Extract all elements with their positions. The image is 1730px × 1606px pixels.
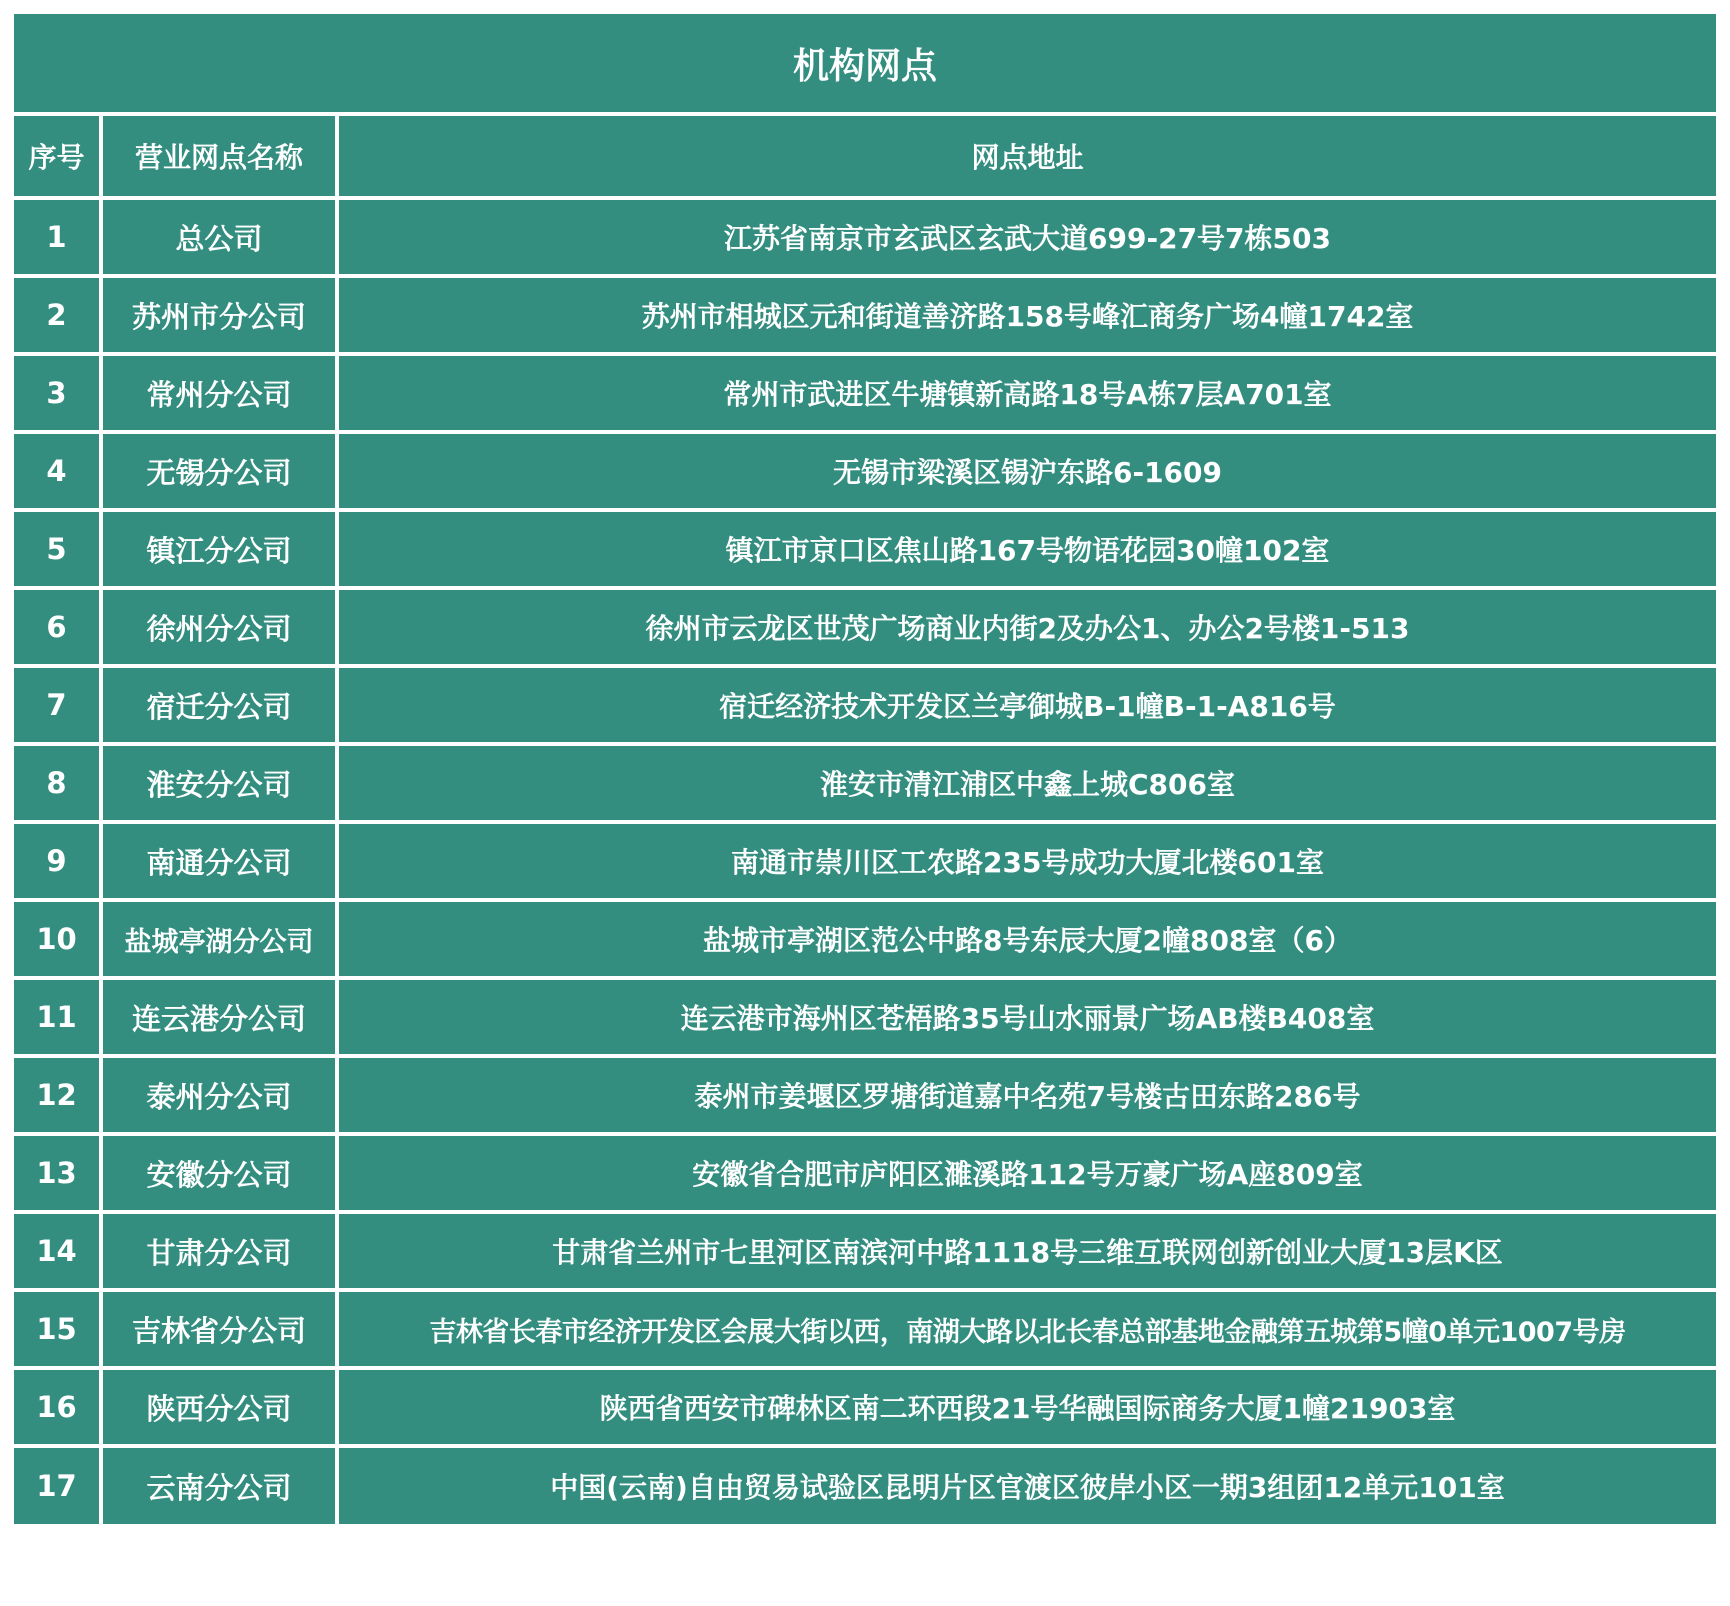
table-row [14,198,1716,276]
row-address: 中国(云南)自由贸易试验区昆明片区官渡区彼岸小区一期3组团12单元101室 [337,1446,1716,1524]
row-branch-name: 淮安分公司 [101,744,337,822]
row-branch-name: 徐州分公司 [101,588,337,666]
row-branch-name: 常州分公司 [101,354,337,432]
table-row [14,1290,1716,1368]
header-row [14,116,1716,198]
row-branch-name: 泰州分公司 [101,1056,337,1134]
row-branch-name: 吉林省分公司 [101,1290,337,1368]
row-num: 7 [14,666,101,744]
header-name: 营业网点名称 [101,116,337,198]
row-address: 江苏省南京市玄武区玄武大道699-27号7栋503 [337,198,1716,276]
row-address: 甘肃省兰州市七里河区南滨河中路1118号三维互联网创新创业大厦13层K区 [337,1212,1716,1290]
table-title: 机构网点 [14,14,1716,112]
table-row [14,1212,1716,1290]
row-num: 16 [14,1368,101,1446]
table-row [14,744,1716,822]
row-address: 镇江市京口区焦山路167号物语花园30幢102室 [337,510,1716,588]
row-address: 安徽省合肥市庐阳区濉溪路112号万豪广场A座809室 [337,1134,1716,1212]
row-num: 4 [14,432,101,510]
row-address: 徐州市云龙区世茂广场商业内街2及办公1、办公2号楼1-513 [337,588,1716,666]
table-row [14,588,1716,666]
row-address: 吉林省长春市经济开发区会展大街以西，南湖大路以北长春总部基地金融第五城第5幢0单元1007号房 [337,1290,1716,1368]
row-num: 1 [14,198,101,276]
table-row [14,432,1716,510]
row-address: 南通市崇川区工农路235号成功大厦北楼601室 [337,822,1716,900]
row-num: 9 [14,822,101,900]
row-branch-name: 总公司 [101,198,337,276]
row-branch-name: 镇江分公司 [101,510,337,588]
row-num: 8 [14,744,101,822]
row-branch-name: 连云港分公司 [101,978,337,1056]
table-row [14,1446,1716,1524]
table-row [14,978,1716,1056]
header-num: 序号 [14,116,101,198]
row-address: 泰州市姜堰区罗塘街道嘉中名苑7号楼古田东路286号 [337,1056,1716,1134]
table-row [14,822,1716,900]
row-num: 6 [14,588,101,666]
row-num: 13 [14,1134,101,1212]
header-address: 网点地址 [337,116,1716,198]
row-branch-name: 宿迁分公司 [101,666,337,744]
row-branch-name: 盐城亭湖分公司 [101,900,337,978]
row-address: 陕西省西安市碑林区南二环西段21号华融国际商务大厦1幢21903室 [337,1368,1716,1446]
row-address: 淮安市清江浦区中鑫上城C806室 [337,744,1716,822]
branch-sheet [14,14,1716,1524]
row-branch-name: 无锡分公司 [101,432,337,510]
row-branch-name: 云南分公司 [101,1446,337,1524]
row-num: 15 [14,1290,101,1368]
row-address: 宿迁经济技术开发区兰亭御城B-1幢B-1-A816号 [337,666,1716,744]
row-address: 苏州市相城区元和街道善济路158号峰汇商务广场4幢1742室 [337,276,1716,354]
row-num: 12 [14,1056,101,1134]
table-row [14,510,1716,588]
row-branch-name: 南通分公司 [101,822,337,900]
branch-table [14,116,1716,1524]
table-row [14,276,1716,354]
row-address: 连云港市海州区苍梧路35号山水丽景广场AB楼B408室 [337,978,1716,1056]
row-num: 3 [14,354,101,432]
row-branch-name: 甘肃分公司 [101,1212,337,1290]
table-row [14,354,1716,432]
table-row [14,1368,1716,1446]
row-address: 盐城市亭湖区范公中路8号东辰大厦2幢808室（6） [337,900,1716,978]
row-num: 5 [14,510,101,588]
row-num: 17 [14,1446,101,1524]
row-num: 11 [14,978,101,1056]
row-num: 2 [14,276,101,354]
row-num: 10 [14,900,101,978]
table-row [14,666,1716,744]
row-branch-name: 陕西分公司 [101,1368,337,1446]
row-address: 无锡市梁溪区锡沪东路6-1609 [337,432,1716,510]
table-row [14,900,1716,978]
table-row [14,1134,1716,1212]
row-num: 14 [14,1212,101,1290]
row-branch-name: 安徽分公司 [101,1134,337,1212]
row-address: 常州市武进区牛塘镇新高路18号A栋7层A701室 [337,354,1716,432]
row-branch-name: 苏州市分公司 [101,276,337,354]
table-row [14,1056,1716,1134]
